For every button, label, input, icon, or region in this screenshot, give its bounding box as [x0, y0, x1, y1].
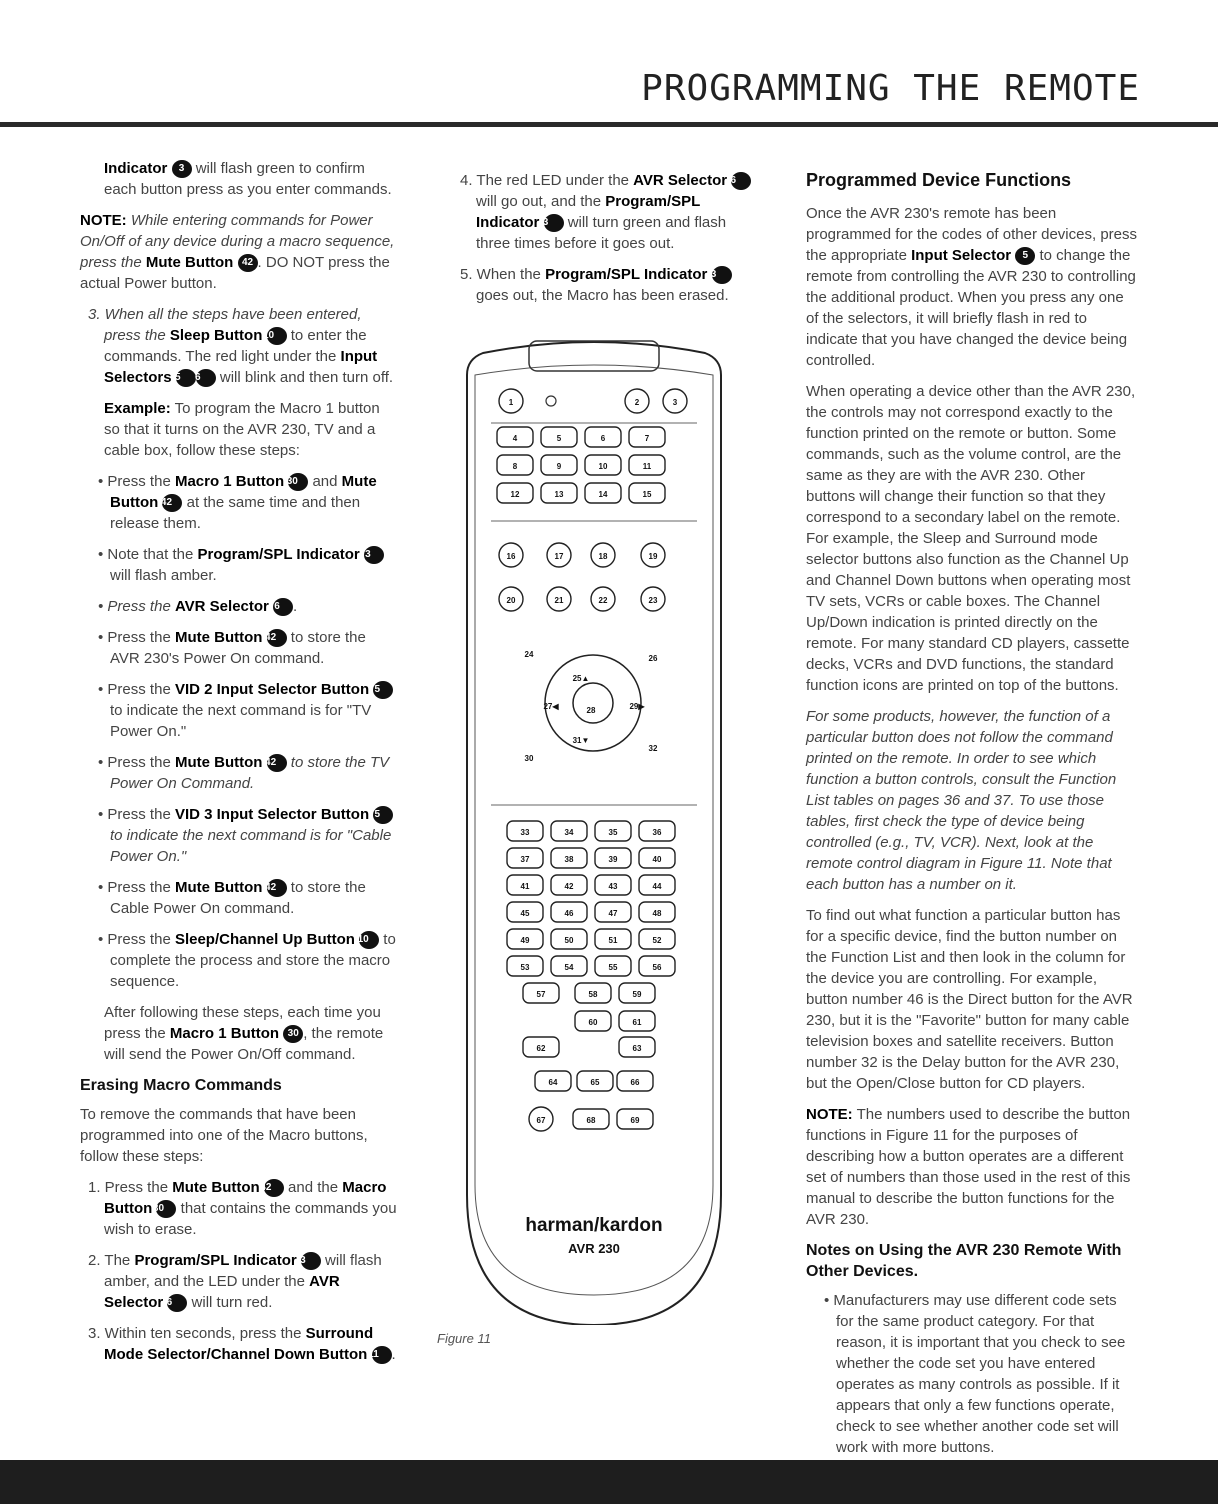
remote-button-67	[529, 1107, 553, 1131]
example: Example: To program the Macro 1 button so that it turns on the AVR 230, TV and a cable box, follow these steps:	[104, 400, 380, 459]
remote-button-9	[541, 455, 577, 475]
remote-button-label: 65	[590, 1078, 600, 1087]
remote-button-46	[551, 902, 587, 922]
left-column	[80, 158, 398, 1375]
remote-button-label: 32	[648, 744, 658, 753]
remote-button-60	[575, 1011, 611, 1031]
callout-number-icon: 3	[712, 266, 732, 284]
remote-button-7	[629, 427, 665, 447]
remote-button-label: 10	[598, 462, 608, 471]
list-item: • Press the AVR Selector 6 .	[98, 598, 298, 615]
remote-button-label: 2	[634, 398, 640, 407]
callout-number-icon: 5	[373, 806, 393, 824]
remote-button-47	[595, 902, 631, 922]
remote-button-68	[573, 1109, 609, 1129]
remote-button-label: 29▶	[629, 702, 645, 711]
remote-button-label: 59	[632, 990, 642, 999]
paragraph: After following these steps, each time you press the Macro 1 Button 30 , the remote will send the Power On/Off command.	[104, 1004, 384, 1063]
callout-number-icon: 6	[196, 369, 216, 387]
paragraph: When operating a device other than the AVR 230, the controls may not correspond exactly to the function printed on the remote or button. Some commands, such as the volume control, are the same as they are with the AVR 230. Other buttons will change their function so that they correspond to a secondary label on the remote. For example, the Sleep and Surround mode selector buttons also function as the Channel Up and Channel Down buttons when operating most TV sets, VCRs or cable boxes. The Channel Up/Down indication is printed directly on the remote. For many standard CD players, cassette decks, VCRs and DVD functions, the standard function icons are printed on top of the buttons.	[806, 383, 1136, 694]
paragraph: Indicator 3 will flash green to confirm each button press as you enter commands.	[104, 160, 392, 198]
remote-button-50	[551, 929, 587, 949]
remote-button-23	[641, 587, 665, 611]
remote-outline	[463, 335, 725, 1325]
remote-button-13	[541, 483, 577, 503]
remote-button-61	[619, 1011, 655, 1031]
remote-button-34	[551, 821, 587, 841]
remote-button-label: 3	[672, 398, 678, 407]
remote-button-label: 28	[586, 706, 596, 715]
remote-button-21	[547, 587, 571, 611]
remote-button-label: 30	[524, 754, 534, 763]
remote-button-36	[639, 821, 675, 841]
remote-button-26	[649, 654, 658, 663]
remote-button-label: 55	[608, 963, 618, 972]
right-column	[806, 170, 1138, 1468]
remote-button-39	[595, 848, 631, 868]
step: 1. Press the Mute Button 42 and the Macro Button 30 that contains the commands you wish to erase.	[88, 1179, 397, 1238]
callout-number-icon: 11	[372, 1346, 392, 1364]
remote-button-32	[649, 744, 658, 753]
remote-button-53	[507, 956, 543, 976]
list-item: • Manufacturers may use different code sets for the same product category. For that reason, it is important that you check to see whether the code set you have entered operates as many controls as possible. If it appears that only a few functions operate, check to see whether another code set will work with more buttons.	[824, 1292, 1126, 1456]
remote-button-label: 61	[632, 1018, 642, 1027]
remote-button-11	[629, 455, 665, 475]
remote-button-55	[595, 956, 631, 976]
remote-button-14	[585, 483, 621, 503]
remote-button-43	[595, 875, 631, 895]
callout-number-icon: 10	[267, 327, 287, 345]
remote-button-19	[641, 543, 665, 567]
remote-button-label: 1	[508, 398, 514, 407]
remote-button-38	[551, 848, 587, 868]
remote-button-63	[619, 1037, 655, 1057]
note: NOTE: The numbers used to describe the button functions in Figure 11 for the purposes of describing how a button operates are a different set of numbers than those used in the rest of this manual to describe the button functions for the AVR 230.	[806, 1106, 1131, 1228]
remote-button-22	[591, 587, 615, 611]
remote-button-label: 18	[598, 552, 608, 561]
remote-button-label: 62	[536, 1044, 546, 1053]
remote-button-label: 37	[520, 855, 530, 864]
callout-number-icon: 42	[162, 494, 182, 512]
callout-number-icon: 42	[267, 879, 287, 897]
callout-number-icon: 3	[364, 546, 384, 564]
remote-button-label: 25▲	[572, 674, 590, 683]
callout-number-icon: 42	[264, 1179, 284, 1197]
remote-button-label: 24	[524, 650, 534, 659]
step: 5. When the Program/SPL Indicator 3 goes out, the Macro has been erased.	[452, 264, 762, 306]
callout-number-icon: 30	[283, 1025, 303, 1043]
callout-number-icon: 42	[267, 754, 287, 772]
remote-button-label: 35	[608, 828, 618, 837]
remote-button-69	[617, 1109, 653, 1129]
remote-button-6	[585, 427, 621, 447]
remote-button-59	[619, 983, 655, 1003]
remote-button-24	[525, 650, 534, 659]
remote-button-54	[551, 956, 587, 976]
step: 3. When all the steps have been entered, press the Sleep Button 10 to enter the commands. The red light under the Input Selectors 5 6 will blink and then turn off.	[88, 306, 394, 386]
remote-button-41	[507, 875, 543, 895]
remote-button-45	[507, 902, 543, 922]
remote-button-label: 9	[556, 462, 562, 471]
remote-button-label: 22	[598, 596, 608, 605]
callout-number-icon: 3	[544, 214, 564, 232]
remote-button-label: 41	[520, 882, 530, 891]
remote-button-label: 33	[520, 828, 530, 837]
middle-column	[452, 170, 762, 316]
remote-button-label: 48	[652, 909, 662, 918]
remote-button-15	[629, 483, 665, 503]
remote-button-label: 68	[586, 1116, 596, 1125]
remote-button-label: 44	[652, 882, 662, 891]
callout-number-icon: 3	[301, 1252, 321, 1270]
remote-button-label: 17	[554, 552, 564, 561]
remote-button-27	[543, 702, 559, 711]
callout-number-icon: 6	[731, 172, 751, 190]
remote-button-37	[507, 848, 543, 868]
remote-button-label: 53	[520, 963, 530, 972]
list-item: • Press the Mute Button 42 to store the Cable Power On command.	[98, 879, 366, 917]
remote-button-57	[523, 983, 559, 1003]
remote-button-66	[617, 1071, 653, 1091]
remote-button-1	[499, 389, 523, 413]
remote-button-label: 67	[536, 1116, 546, 1125]
callout-number-icon: 5	[373, 681, 393, 699]
callout-number-icon: 10	[359, 931, 379, 949]
remote-button-label: 36	[652, 828, 662, 837]
remote-button-label: 31▼	[572, 736, 590, 745]
list-item: • Press the VID 2 Input Selector Button 5 to indicate the next command is for "TV Power On."	[80, 679, 398, 742]
step: 2. The Program/SPL Indicator 3 will flash amber, and the LED under the AVR Selector 6 will turn red.	[88, 1252, 382, 1311]
remote-button-label: 8	[512, 462, 518, 471]
paragraph: For some products, however, the function of a particular button does not follow the command printed on the remote. In order to see which function a button controls, consult the Function List tables on pages 36 and 37. To use those tables, first check the type of device being controlled (e.g., TV, VCR). Next, look at the remote control diagram in Figure 11. Note that each button has a number on it.	[806, 708, 1117, 893]
paragraph: To find out what function a particular button has for a specific device, find the button number on the Function List and then look in the column for the device you are controlling. For example, button number 46 is the Direct button for the AVR 230, but it is the "Favorite" button for many cable television boxes and satellite receivers. Button number 32 is the Delay button for the AVR 230, but the Open/Close button for CD players.	[806, 907, 1133, 1092]
remote-button-2	[625, 389, 649, 413]
callout-number-icon: 3	[172, 160, 192, 178]
remote-button-label: 49	[520, 936, 530, 945]
remote-button-label: 69	[630, 1116, 640, 1125]
callout-number-icon: 30	[156, 1200, 176, 1218]
footer-bar	[0, 1460, 1218, 1504]
remote-button-58	[575, 983, 611, 1003]
remote-button-label: 63	[632, 1044, 642, 1053]
step: 4. The red LED under the AVR Selector 6 will go out, and the Program/SPL Indicator 3 will turn green and flash three times before it goes out.	[452, 170, 762, 254]
remote-button-label: 42	[564, 882, 574, 891]
remote-button-17	[547, 543, 571, 567]
remote-button-label: 46	[564, 909, 574, 918]
callout-number-icon: 5	[176, 369, 196, 387]
remote-button-label: 54	[564, 963, 574, 972]
callout-number-icon: 30	[288, 473, 308, 491]
remote-button-3	[663, 389, 687, 413]
remote-button-label: 60	[588, 1018, 598, 1027]
remote-button-label: 57	[536, 990, 546, 999]
remote-button-20	[499, 587, 523, 611]
remote-button-label: 43	[608, 882, 618, 891]
remote-button-56	[639, 956, 675, 976]
remote-button-4	[497, 427, 533, 447]
remote-button-31	[573, 736, 590, 745]
remote-button-label: 45	[520, 909, 530, 918]
remote-button-label: 5	[556, 434, 562, 443]
remote-button-label: 50	[564, 936, 574, 945]
remote-button-64	[535, 1071, 571, 1091]
remote-button-label: 23	[648, 596, 658, 605]
list-item: • Press the Mute Button 42 to store the AVR 230's Power On command.	[98, 629, 366, 667]
remote-button-label: 13	[554, 490, 564, 499]
remote-button-label: 4	[512, 434, 518, 443]
remote-button-label: 19	[648, 552, 658, 561]
remote-button-label: 21	[554, 596, 564, 605]
list-item: • Press the VID 3 Input Selector Button 5 to indicate the next command is for "Cable Power On."	[98, 806, 392, 865]
list-item: • Press the Macro 1 Button 30 and Mute Button 42 at the same time and then release them.	[98, 473, 377, 532]
remote-button-label: 39	[608, 855, 618, 864]
remote-button-40	[639, 848, 675, 868]
remote-button-44	[639, 875, 675, 895]
remote-button-16	[499, 543, 523, 567]
list-item: • Press the Mute Button 42 to store the TV Power On Command.	[98, 754, 390, 792]
remote-button-label: 20	[506, 596, 516, 605]
remote-button-42	[551, 875, 587, 895]
remote-button-25	[573, 674, 590, 683]
remote-button-label: 7	[644, 434, 650, 443]
remote-button-label: 58	[588, 990, 598, 999]
callout-number-icon: 42	[267, 629, 287, 647]
remote-button-label: 40	[652, 855, 662, 864]
remote-button-label: 16	[506, 552, 516, 561]
model-label: AVR 230	[568, 1241, 620, 1256]
callout-number-icon: 6	[167, 1294, 187, 1312]
remote-button-33	[507, 821, 543, 841]
remote-button-label: 51	[608, 936, 618, 945]
paragraph: Once the AVR 230's remote has been programmed for the codes of other devices, press the appropriate Input Selector 5 to change the remote from controlling the AVR 230 to controlling the additional product. When you press any one of the selectors, it will briefly flash in red to indicate that you have changed the device being controlled.	[806, 205, 1137, 369]
remote-button-30	[525, 754, 534, 763]
remote-button-label: 12	[510, 490, 520, 499]
remote-button-52	[639, 929, 675, 949]
remote-button-5	[541, 427, 577, 447]
remote-button-18	[591, 543, 615, 567]
callout-number-icon: 42	[238, 254, 258, 272]
remote-button-48	[639, 902, 675, 922]
remote-button-label: 52	[652, 936, 662, 945]
remote-button-12	[497, 483, 533, 503]
remote-button-label: 11	[642, 462, 652, 471]
remote-button-label: 6	[600, 434, 606, 443]
remote-button-49	[507, 929, 543, 949]
remote-button-label: 15	[642, 490, 652, 499]
remote-button-label: 14	[598, 490, 608, 499]
remote-button-10	[585, 455, 621, 475]
section-heading: Notes on Using the AVR 230 Remote With Other Devices.	[806, 1242, 1122, 1280]
remote-button-8	[497, 455, 533, 475]
header-rule	[0, 122, 1218, 127]
callout-number-icon: 6	[273, 598, 293, 616]
remote-button-label: 56	[652, 963, 662, 972]
remote-button-label: 47	[608, 909, 618, 918]
step: 3. Within ten seconds, press the Surround Mode Selector/Channel Down Button 11 .	[88, 1325, 396, 1363]
remote-control-figure	[463, 335, 725, 1325]
section-heading: Programmed Device Functions	[806, 170, 1072, 190]
list-item: • Press the Sleep/Channel Up Button 10 to complete the process and store the macro sequence.	[98, 931, 396, 990]
remote-button-label: 64	[548, 1078, 558, 1087]
remote-button-label: 34	[564, 828, 574, 837]
remote-button-label: 27◀	[543, 702, 559, 711]
remote-button-62	[523, 1037, 559, 1057]
page-title: PROGRAMMING THE REMOTE	[641, 68, 1140, 109]
remote-button-label: 26	[648, 654, 658, 663]
figure-caption: Figure 11	[437, 1331, 491, 1346]
remote-button-label: 66	[630, 1078, 640, 1087]
note: NOTE: While entering commands for Power On/Off of any device during a macro sequence, press the Mute Button 42 . DO NOT press the actual Power button.	[80, 212, 395, 292]
remote-button-29	[629, 702, 645, 711]
callout-number-icon: 5	[1015, 247, 1035, 265]
remote-button-35	[595, 821, 631, 841]
remote-button-28	[587, 706, 596, 715]
remote-button-51	[595, 929, 631, 949]
remote-button-65	[577, 1071, 613, 1091]
paragraph: To remove the commands that have been programmed into one of the Macro buttons, follow these steps:	[80, 1106, 368, 1165]
remote-button-label: 38	[564, 855, 574, 864]
brand-logo: harman/kardon	[525, 1215, 663, 1236]
list-item: • Note that the Program/SPL Indicator 3 will flash amber.	[80, 544, 398, 586]
section-heading: Erasing Macro Commands	[80, 1077, 282, 1094]
